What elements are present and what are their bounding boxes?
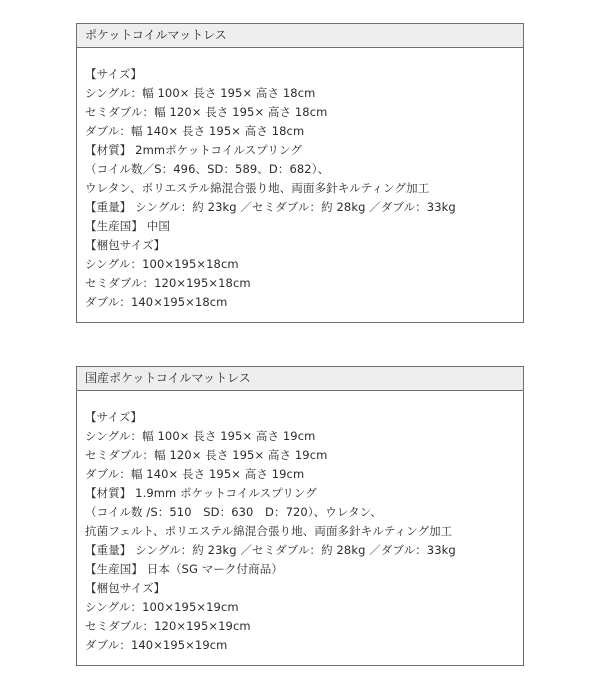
- spec-line: シングル：幅 100× 長さ 195× 高さ 18cm: [85, 86, 316, 100]
- spec-box-body: [77, 391, 523, 655]
- spec-line: （コイル数 /S：510 SD：630 D：720）、ウレタン、: [85, 505, 382, 519]
- spec-line: ウレタン、ポリエステル綿混合張り地、両面多針キルティング加工: [85, 181, 430, 195]
- spec-line: 【重量】 シングル：約 23kg ／セミダブル：約 28kg ／ダブル：33kg: [85, 543, 456, 557]
- spec-line: 【材質】 1.9mm ポケットコイルスプリング: [85, 486, 317, 500]
- spec-line: ダブル：140×195×19cm: [85, 638, 228, 652]
- spec-box-title: 国産ポケットコイルマットレス: [77, 367, 523, 391]
- spec-line: ダブル：140×195×18cm: [85, 295, 228, 309]
- spec-line: （コイル数／S：496、SD：589、D：682）、: [85, 162, 330, 176]
- spec-box-title: ポケットコイルマットレス: [77, 24, 523, 48]
- spec-line: 抗菌フェルト、ポリエステル綿混合張り地、両面多針キルティング加工: [85, 524, 453, 538]
- spec-line: 【重量】 シングル：約 23kg ／セミダブル：約 28kg ／ダブル：33kg: [85, 200, 456, 214]
- spec-line: セミダブル：幅 120× 長さ 195× 高さ 19cm: [85, 448, 328, 462]
- spec-line: 【梱包サイズ】: [85, 238, 166, 252]
- spec-line: 【生産国】 日本（SG マーク付商品）: [85, 562, 283, 576]
- spec-line: セミダブル：幅 120× 長さ 195× 高さ 18cm: [85, 105, 328, 119]
- spec-line: シングル：幅 100× 長さ 195× 高さ 19cm: [85, 429, 316, 443]
- spec-line: ダブル：幅 140× 長さ 195× 高さ 19cm: [85, 467, 305, 481]
- spec-line: シングル：100×195×18cm: [85, 257, 239, 271]
- spec-box-body: [77, 48, 523, 312]
- spec-box-pocket-coil: [76, 23, 524, 323]
- spec-line: 【生産国】 中国: [85, 219, 170, 233]
- spec-line: 【サイズ】: [85, 410, 143, 424]
- spec-box-domestic-pocket-coil: [76, 366, 524, 666]
- spec-line: ダブル：幅 140× 長さ 195× 高さ 18cm: [85, 124, 305, 138]
- spec-line: 【材質】 2mmポケットコイルスプリング: [85, 143, 302, 157]
- spec-line: セミダブル：120×195×19cm: [85, 619, 251, 633]
- spec-line: 【梱包サイズ】: [85, 581, 166, 595]
- spec-line: 【サイズ】: [85, 67, 143, 81]
- spec-line: シングル：100×195×19cm: [85, 600, 239, 614]
- spec-line: セミダブル：120×195×18cm: [85, 276, 251, 290]
